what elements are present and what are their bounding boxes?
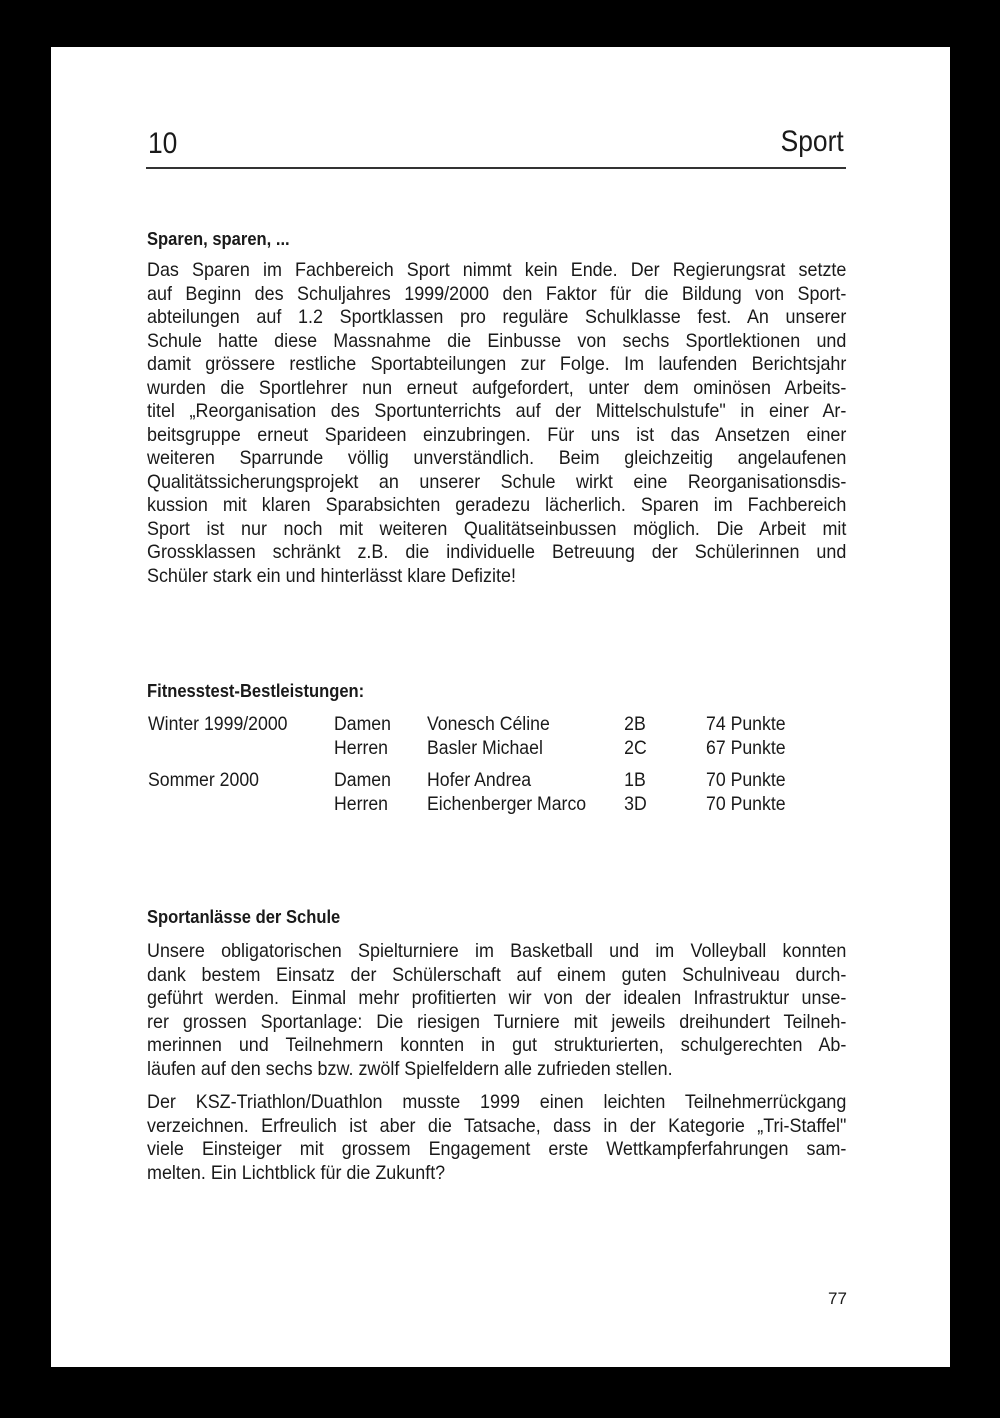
class-cell: 2B [624,714,646,735]
text-line: läufen auf den sechs bzw. zwölf Spielfeldern alle zufrieden stellen. [147,1058,673,1080]
name-cell: Vonesch Céline [427,714,550,735]
text-line: wurden die Sportlehrer nun erneut aufgefordert, unter dem ominösen Arbeits- [147,377,847,399]
name-cell: Eichenberger Marco [427,793,587,815]
category-cell: Herren [334,793,389,815]
class-cell: 3D [624,793,647,815]
text-line: beitsgruppe erneut Sparideen einzubringen. Für uns ist das Ansetzen einer [147,424,847,446]
season-cell: Sommer 2000 [148,770,259,791]
text-line: rer grossen Sportanlage: Die riesigen Turniere mit jeweils dreihundert Teilneh- [147,1011,847,1033]
text-line: verzeichnen. Erfreulich ist aber die Tatsache, dass in der Kategorie „Tri-Staffel" [147,1115,847,1137]
text-line: auf Beginn des Schuljahres 1999/2000 den Faktor für die Bildung von Sport- [147,283,847,305]
paragraph-spielturniere [147,940,846,1081]
text-line: Das Sparen im Fachbereich Sport nimmt kein Ende. Der Regierungsrat setzte [147,260,847,281]
name-cell: Basler Michael [427,737,543,759]
class-cell: 1B [624,770,646,791]
text-line: kussion mit klaren Sparabsichten geradezu lächerlich. Sparen im Fachbereich [147,495,847,516]
text-line: Unsere obligatorischen Spielturniere im Basketball und im Volleyball konnten [147,941,847,962]
paragraph-triathlon [147,1091,846,1185]
text-line: Schüler stark ein und hinterlässt klare Defizite! [147,565,516,587]
page-number: 77 [828,1289,847,1308]
category-cell: Herren [334,737,389,759]
points-cell: 67 Punkte [706,737,786,759]
chapter-header [146,125,846,169]
category-cell: Damen [334,714,391,735]
text-line: Der KSZ-Triathlon/Duathlon musste 1999 einen leichten Teilnehmerrückgang [147,1092,847,1113]
section-heading-sparen: Sparen, sparen, ... [147,229,290,249]
text-line: geführt werden. Einmal mehr profitierten wir von der idealen Infrastruktur unse- [147,988,847,1009]
name-cell: Hofer Andrea [427,770,532,791]
text-line: melten. Ein Lichtblick für die Zukunft? [147,1162,446,1184]
text-line: merinnen und Teilnehmern konnten in gut strukturierten, schulgerechten Ab- [147,1035,847,1056]
text-line: Sport ist nur noch mit weiteren Qualitätseinbussen möglich. Die Arbeit mit [147,518,847,540]
points-cell: 74 Punkte [706,714,786,735]
chapter-title: Sport [780,125,844,158]
text-line: dank bestem Einsatz der Schülerschaft auf einem guten Schulniveau durch- [147,964,847,986]
text-line: damit grössere restliche Sportabteilungen zur Folge. Im laufenden Berichtsjahr [147,354,847,375]
season-cell: Winter 1999/2000 [148,714,288,735]
text-line: abteilungen auf 1.2 Sportklassen pro reguläre Schulklasse fest. An unserer [147,307,847,328]
text-line: weiteren Sparrunde völlig unverständlich. Beim gleichzeitig angelaufenen [147,448,847,469]
document-page [51,47,950,1367]
text-line: Grossklassen schränkt z.B. die individuelle Betreuung der Schülerinnen und [147,542,847,563]
points-cell: 70 Punkte [706,793,786,815]
points-cell: 70 Punkte [706,770,786,791]
text-line: Qualitätssicherungsprojekt an unserer Schule wirkt eine Reorganisationsdis- [147,471,847,493]
section-heading-fitness: Fitnesstest-Bestleistungen: [147,681,365,701]
text-line: viele Einsteiger mit grossem Engagement erste Wettkampferfahrungen sam- [147,1139,847,1160]
chapter-number: 10 [148,127,178,160]
category-cell: Damen [334,770,391,791]
text-line: Schule hatte diese Massnahme die Einbusse von sechs Sportlektionen und [147,330,847,352]
class-cell: 2C [624,737,647,759]
section-heading-sportanlaesse: Sportanlässe der Schule [147,907,341,927]
text-line: titel „Reorganisation des Sportunterrichts auf der Mittelschulstufe" in einer Ar- [147,401,847,422]
paragraph-sparen [147,259,846,588]
